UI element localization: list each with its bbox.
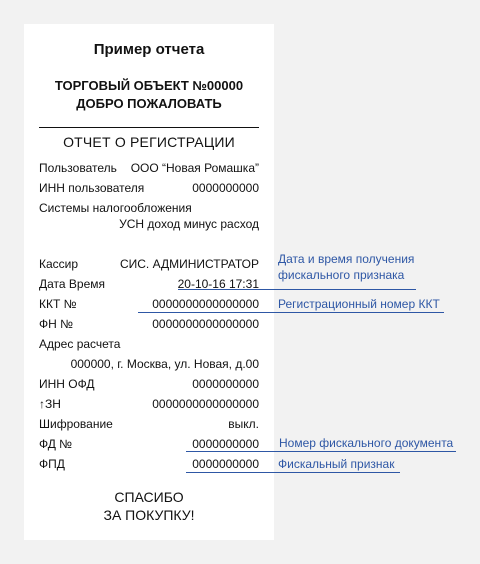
kkt-row xyxy=(39,296,259,312)
zn-row xyxy=(39,396,259,412)
fd-value: 0000000000 xyxy=(192,437,259,451)
annotation-underline-kkt xyxy=(138,312,444,313)
fn-value: 0000000000000000 xyxy=(152,317,259,331)
tax-label: Системы налогообложения xyxy=(39,201,192,215)
tax-row xyxy=(39,200,259,216)
divider xyxy=(39,127,259,128)
store-line: ТОРГОВЫЙ ОБЪЕКТ №00000 xyxy=(54,78,244,93)
tax-value: УСН доход минус расход xyxy=(119,217,259,231)
section-title: ОТЧЕТ О РЕГИСТРАЦИИ xyxy=(63,134,235,150)
inn-ofd-row xyxy=(39,376,259,392)
fpd-value: 0000000000 xyxy=(192,457,259,471)
arrow-up-icon: ↑ xyxy=(39,397,45,411)
user-label: Пользователь xyxy=(39,161,117,175)
datetime-label: Дата Время xyxy=(39,277,106,291)
address-row xyxy=(39,336,259,352)
fd-row xyxy=(39,436,259,452)
annotation-fpd: Фискальный признак xyxy=(278,457,395,471)
fd-label: ФД № xyxy=(39,437,73,451)
fpd-row xyxy=(39,456,259,472)
inn-user-row xyxy=(39,180,259,196)
encryption-row xyxy=(39,416,259,432)
datetime-value: 20-10-16 17:31 xyxy=(177,277,259,291)
inn-user-label: ИНН пользователя xyxy=(39,181,145,195)
inn-user-value: 0000000000 xyxy=(192,181,259,195)
kkt-value: 0000000000000000 xyxy=(152,297,259,311)
fn-row xyxy=(39,316,259,332)
inn-ofd-value: 0000000000 xyxy=(192,377,259,391)
welcome-line: ДОБРО ПОЖАЛОВАТЬ xyxy=(76,96,222,111)
user-row xyxy=(39,160,259,176)
inn-ofd-label: ИНН ОФД xyxy=(39,377,95,391)
thanks-line-1: СПАСИБО xyxy=(114,489,184,505)
cashier-value: СИС. АДМИНИСТРАТОР xyxy=(119,257,259,271)
annotation-underline-fpd xyxy=(186,472,400,473)
annotation-fd: Номер фискального документа xyxy=(279,436,454,450)
fpd-label: ФПД xyxy=(39,457,65,471)
zn-value: 0000000000000000 xyxy=(152,397,259,411)
kkt-label: ККТ № xyxy=(39,297,77,311)
annotation-datetime-line-1: Дата и время получения xyxy=(278,252,415,266)
cashier-row xyxy=(39,256,259,272)
annotation-kkt: Регистрационный номер ККТ xyxy=(278,297,440,311)
thanks-line-2: ЗА ПОКУПКУ! xyxy=(103,507,195,523)
cashier-label: Кассир xyxy=(39,257,79,271)
address-label: Адрес расчета xyxy=(39,337,121,351)
annotation-datetime-line-2: фискального признака xyxy=(278,268,405,282)
annotation-underline-fd xyxy=(186,451,456,452)
report-title: Пример отчета xyxy=(93,41,205,58)
address-value: 000000, г. Москва, ул. Новая, д.00 xyxy=(70,357,259,371)
fn-label: ФН № xyxy=(39,317,73,331)
encryption-value: выкл. xyxy=(228,417,259,431)
receipt xyxy=(24,24,274,540)
zn-label: ЗН xyxy=(45,397,61,411)
annotation-underline-datetime xyxy=(178,289,416,290)
encryption-label: Шифрование xyxy=(39,417,113,431)
user-value: ООО “Новая Ромашка” xyxy=(130,161,259,175)
